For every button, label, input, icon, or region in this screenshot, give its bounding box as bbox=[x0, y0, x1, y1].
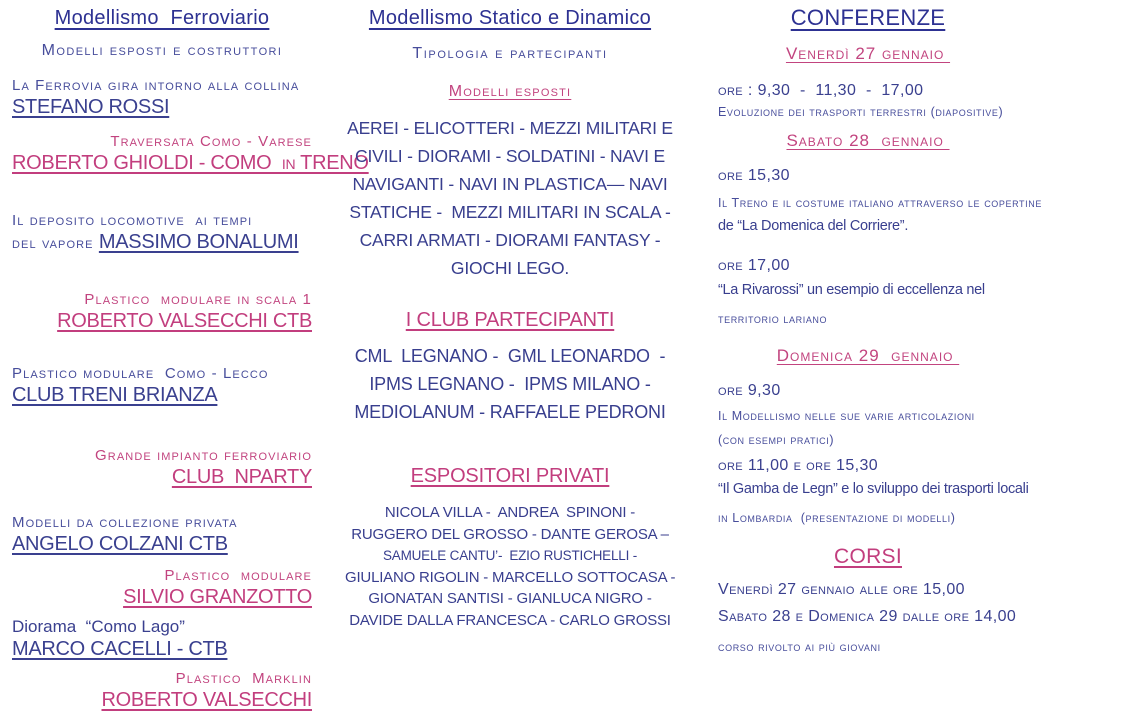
exhibit-caption: La Ferrovia gira intorno alla collina bbox=[12, 77, 300, 94]
column-conferenze bbox=[718, 0, 1042, 655]
exhibit-caption: Plastico Marklin bbox=[175, 670, 312, 687]
exhibitor-line: GIONATAN SANTISI - GIANLUCA NIGRO - bbox=[368, 590, 652, 607]
exhibit-caption: Plastico modulare bbox=[164, 567, 312, 584]
column-subtitle-ferroviario: Modelli esposti e costruttori bbox=[41, 42, 283, 59]
exhibit-entry bbox=[12, 212, 312, 254]
exhibitor-name: ROBERTO GHIOLDI - COMO in TRENO bbox=[12, 152, 369, 174]
course-schedule-line: Sabato 28 e Domenica 29 dalle ore 14,00 bbox=[718, 608, 1017, 625]
conference-topic: Il Treno e il costume italiano attraverso le copertine bbox=[718, 196, 1042, 210]
exhibit-caption: Plastico modulare in scala 1 bbox=[84, 291, 312, 308]
exhibit-caption: Diorama “Como Lago” bbox=[12, 617, 185, 636]
column-modellismo-ferroviario bbox=[12, 0, 369, 712]
time-line: ore 15,30 bbox=[718, 167, 790, 184]
models-line: GIOCHI LEGO. bbox=[450, 258, 570, 278]
time-line: ore 9,30 bbox=[718, 382, 781, 399]
exhibit-entry bbox=[12, 291, 312, 333]
exhibit-entry bbox=[12, 133, 369, 175]
club-line: CML LEGNANO - GML LEONARDO - bbox=[354, 346, 666, 366]
models-line: CIVILI - DIORAMI - SOLDATINI - NAVI E bbox=[355, 146, 665, 166]
exhibit-entry bbox=[12, 77, 312, 119]
exhibit-entry bbox=[12, 365, 312, 407]
column-title-ferroviario: Modellismo Ferroviario bbox=[54, 7, 270, 29]
club-line: MEDIOLANUM - RAFFAELE PEDRONI bbox=[354, 402, 666, 422]
exhibitor-line: GIULIANO RIGOLIN - MARCELLO SOTTOCASA - bbox=[345, 568, 676, 586]
exhibitor-name: SILVIO GRANZOTTO bbox=[123, 586, 312, 608]
exhibit-caption-continued: del vapore bbox=[12, 235, 99, 252]
day-header-domenica-29: Domenica 29 gennaio bbox=[776, 346, 960, 365]
conference-topic: (con esempi pratici) bbox=[718, 433, 835, 447]
conferences-title: CONFERENZE bbox=[790, 5, 946, 30]
exhibitor-name: ROBERTO VALSECCHI CTB bbox=[57, 310, 312, 332]
exhibitor-line: NICOLA VILLA - ANDREA SPINONI - bbox=[384, 504, 636, 521]
exhibitor-name: STEFANO ROSSI bbox=[12, 96, 170, 118]
conference-topic: “La Rivarossi” un esempio di eccellenza nel bbox=[718, 282, 985, 298]
exhibit-entry bbox=[12, 670, 312, 712]
time-line: ore : 9,30 - 11,30 - 17,00 bbox=[718, 82, 924, 99]
exhibit-caption-name-row bbox=[12, 230, 312, 254]
club-line: IPMS LEGNANO - IPMS MILANO - bbox=[369, 374, 651, 394]
course-note: corso rivolto ai più giovani bbox=[718, 640, 881, 654]
exhibit-entry bbox=[12, 567, 312, 609]
column-title-statico: Modellismo Statico e Dinamico bbox=[368, 7, 652, 29]
exhibitor-line: DAVIDE DALLA FRANCESCA - CARLO GROSSI bbox=[349, 611, 671, 629]
conference-topic: de “La Domenica del Corriere”. bbox=[718, 218, 909, 234]
exhibit-caption: Modelli da collezione privata bbox=[12, 514, 238, 531]
models-line: CARRI ARMATI - DIORAMI FANTASY - bbox=[359, 230, 661, 250]
private-exhibitors-list bbox=[345, 502, 675, 631]
conference-topic: Evoluzione dei trasporti terrestri (diapositive) bbox=[718, 105, 1004, 119]
day-header-venerdi-27: Venerdì 27 gennaio bbox=[785, 44, 951, 63]
models-line: STATICHE - MEZZI MILITARI IN SCALA - bbox=[349, 202, 671, 222]
exhibitor-name: MARCO CACELLI - CTB bbox=[12, 638, 228, 660]
exhibitor-name: CLUB TRENI BRIANZA bbox=[12, 384, 218, 406]
time-line: ore 11,00 e ore 15,30 bbox=[718, 457, 879, 474]
clubs-header: I CLUB PARTECIPANTI bbox=[405, 309, 615, 331]
clubs-list bbox=[345, 342, 675, 426]
models-line: NAVIGANTI - NAVI IN PLASTICA— NAVI bbox=[352, 174, 668, 194]
models-line: AEREI - ELICOTTERI - MEZZI MILITARI E bbox=[347, 118, 673, 138]
exhibitor-line: RUGGERO DEL GROSSO - DANTE GEROSA – bbox=[351, 525, 669, 543]
exhibit-entry bbox=[12, 447, 312, 489]
column-subtitle-statico: Tipologia e partecipanti bbox=[412, 45, 608, 62]
conference-topic: in Lombardia (presentazione di modelli) bbox=[718, 511, 956, 525]
models-exposed-header: Modelli esposti bbox=[448, 83, 572, 100]
time-line: ore 17,00 bbox=[718, 257, 790, 274]
exhibit-entry bbox=[12, 617, 312, 661]
exhibitor-name: MASSIMO BONALUMI bbox=[98, 231, 299, 253]
models-exposed-list bbox=[345, 114, 675, 282]
course-schedule-line: Venerdì 27 gennaio alle ore 15,00 bbox=[718, 581, 965, 598]
exhibit-caption: Traversata Como - Varese bbox=[110, 133, 312, 150]
exhibitor-name: ROBERTO VALSECCHI bbox=[101, 689, 312, 711]
courses-title: CORSI bbox=[833, 545, 902, 568]
exhibit-caption: Grande impianto ferroviario bbox=[95, 447, 312, 464]
private-exhibitors-header: ESPOSITORI PRIVATI bbox=[410, 465, 610, 487]
exhibitor-line: SAMUELE CANTU’- EZIO RUSTICHELLI - bbox=[382, 548, 638, 563]
exhibitor-name: ANGELO COLZANI CTB bbox=[12, 533, 228, 555]
exhibit-caption: Plastico modulare Como - Lecco bbox=[12, 365, 269, 382]
conference-topic: “Il Gamba de Legn” e lo sviluppo dei trasporti locali bbox=[718, 481, 1029, 497]
conference-topic: Il Modellismo nelle sue varie articolazioni bbox=[718, 409, 975, 423]
exhibit-caption: Il deposito locomotive ai tempi bbox=[12, 212, 253, 229]
exhibit-entry bbox=[12, 514, 312, 556]
column-modellismo-statico bbox=[345, 0, 675, 631]
conference-topic: territorio lariano bbox=[718, 312, 828, 326]
exhibitor-name: CLUB NPARTY bbox=[171, 466, 312, 488]
day-header-sabato-28: Sabato 28 gennaio bbox=[786, 131, 950, 150]
